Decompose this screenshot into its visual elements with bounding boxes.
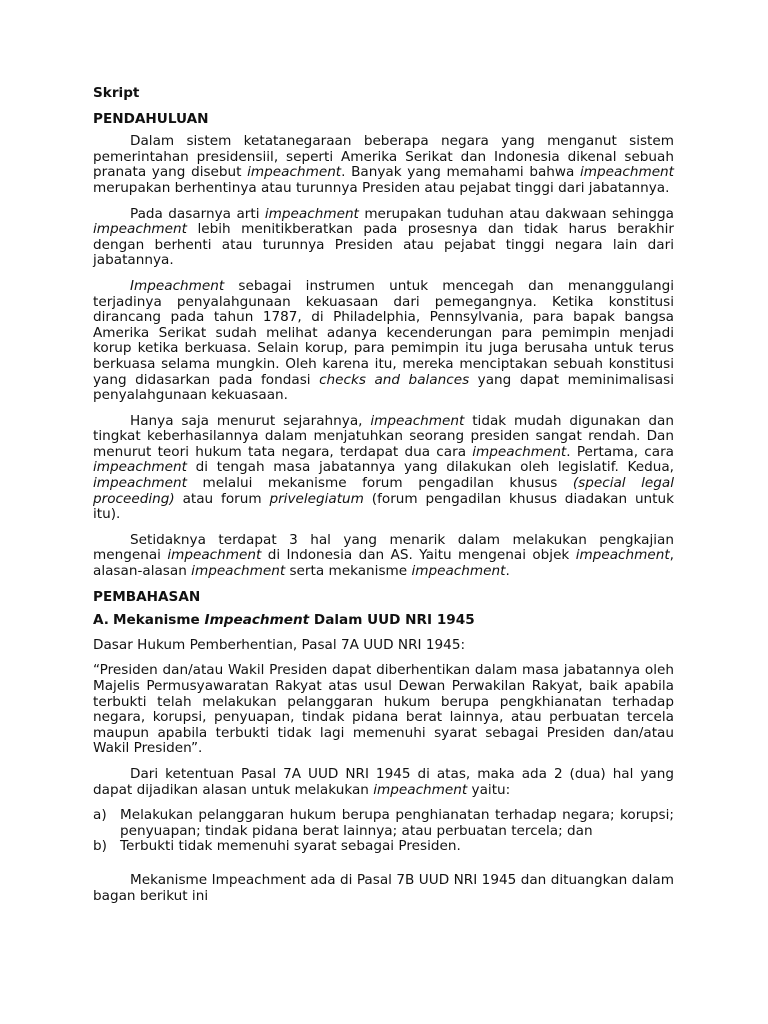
- subheading-a: [93, 613, 674, 629]
- italic-term: (special legal proceeding): [93, 475, 674, 507]
- list-text: Terbukti tidak memenuhi syarat sebagai Presiden.: [120, 838, 461, 855]
- subheading-title: Mekanisme Impeachment Dalam UUD NRI 1945: [113, 612, 475, 629]
- italic-term: privelegiatum: [269, 490, 364, 507]
- italic-term: impeachment: [472, 443, 567, 460]
- subheading-number: A.: [93, 612, 109, 629]
- italic-term: impeachment: [93, 221, 187, 238]
- section-heading-pembahasan: PEMBAHASAN: [93, 588, 201, 605]
- legal-basis-paragraph: Dasar Hukum Pemberhentian, Pasal 7A UUD NRI 1945:: [93, 636, 466, 653]
- paragraph-3: Impeachment sebagai instrumen untuk mencegah dan menanggulangi terjadinya penyalahgunaan kekuasaan dari pemegangnya. Ketika konstitusi dirancang pada tahun 1787, di Philadelphia, Pennsylvania, para bapak bangsa Amerika Serikat sudah melihat adanya kecenderungan para pemimpin menjadi korup ketika berkuasa. Selain korup, para pemimpin itu juga berusaha untuk terus berkuasa selama mungkin. Oleh karena itu, mereka menciptakan sebuah konstitusi yang didasarkan pada fondasi checks and balances yang dapat meminimalisasi penyalahgunaan kekuasaan.: [93, 277, 674, 404]
- italic-term: impeachment: [370, 412, 465, 429]
- italic-term: impeachment: [373, 781, 468, 798]
- document-label: Skript: [93, 85, 140, 101]
- document-page: [93, 86, 674, 914]
- quote-paragraph: “Presiden dan/atau Wakil Presiden dapat diberhentikan dalam masa jabatannya oleh Majelis Permusyawaratan Rakyat atas usul Dewan Perwakilan Rakyat, baik apabila terbukti telah melakukan pelanggaran hukum berupa pengkhianatan terhadap negara, korupsi, penyuapan, tindak pidana berat lainnya, atau perbuatan tercela maupun apabila terbukti tidak lagi memenuhi syarat sebagai Presiden dan/atau Wakil Presiden”.: [93, 662, 674, 757]
- list-text: Melakukan pelanggaran hukum berupa penghianatan terhadap negara; korupsi; penyuapan; tindak pidana berat lainnya; atau perbuatan tercela; dan: [120, 807, 674, 839]
- list-marker: a): [93, 807, 107, 824]
- section-heading-pendahuluan: PENDAHULUAN: [93, 110, 209, 127]
- paragraph-1: Dalam sistem ketatanegaraan beberapa negara yang menganut sistem pemerintahan presidensiil, seperti Amerika Serikat dan Indonesia dikenal sebuah pranata yang disebut impeachment. Banyak yang memahami bahwa impeachment merupakan berhentinya atau turunnya Presiden atau pejabat tinggi dari jabatannya.: [93, 133, 674, 196]
- italic-term: impeachment: [411, 563, 506, 580]
- reason-list: [93, 808, 674, 855]
- italic-term: Impeachment: [204, 612, 310, 629]
- list-marker: b): [93, 838, 107, 855]
- paragraph-4: Hanya saja menurut sejarahnya, impeachment tidak mudah digunakan dan tingkat keberhasilannya dalam menjatuhkan seorang presiden sangat rendah. Dan menurut teori hukum tata negara, terdapat dua cara impeachment. Pertama, cara impeachment di tengah masa jabatannya yang dilakukan oleh legislatif. Kedua, impeachment melalui mekanisme forum pengadilan khusus (special legal proceeding) atau forum privelegiatum (forum pengadilan khusus diadakan untuk itu).: [93, 412, 675, 523]
- italic-term: impeachment: [247, 164, 342, 181]
- italic-term: impeachment: [93, 459, 187, 476]
- italic-term: Impeachment: [130, 277, 225, 294]
- italic-term: checks and balances: [319, 371, 470, 388]
- italic-term: impeachment: [580, 164, 674, 181]
- list-item: [93, 808, 674, 839]
- paragraph-5: Setidaknya terdapat 3 hal yang menarik dalam melakukan pengkajian mengenai impeachment di Indonesia dan AS. Yaitu mengenai objek impeachment, alasan-alasan impeachment serta mekanisme impeachment.: [93, 531, 674, 580]
- italic-term: impeachment: [167, 547, 262, 564]
- list-item: [93, 839, 674, 855]
- paragraph-2: Pada dasarnya arti impeachment merupakan tuduhan atau dakwaan sehingga impeachment lebih menitikberatkan pada prosesnya dan tidak harus berakhir dengan berhenti atau turunnya Presiden atau pejabat tinggi negara lain dari jabatannya.: [93, 205, 675, 269]
- italic-term: impeachment: [191, 563, 286, 580]
- paragraph-7: Dari ketentuan Pasal 7A UUD NRI 1945 di atas, maka ada 2 (dua) hal yang dapat dijadikan alasan untuk melakukan impeachment yaitu:: [93, 765, 674, 798]
- italic-term: impeachment: [93, 475, 187, 492]
- italic-term: impeachment: [264, 205, 359, 222]
- italic-term: impeachment: [575, 547, 670, 564]
- paragraph-8: Mekanisme Impeachment ada di Pasal 7B UUD NRI 1945 dan dituangkan dalam bagan berikut ini: [93, 871, 674, 904]
